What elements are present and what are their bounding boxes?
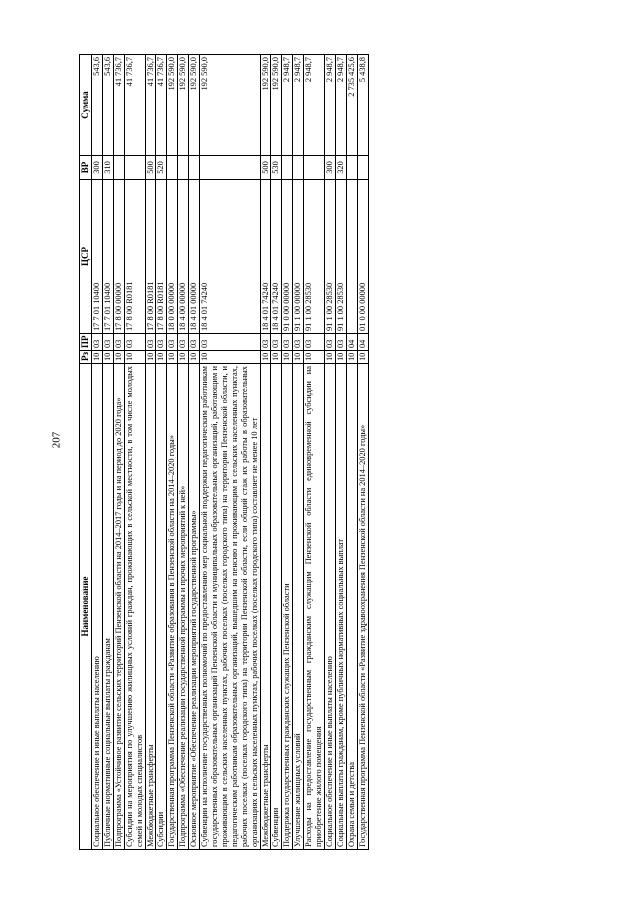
- table-row: [260, 55, 271, 850]
- cell-sum: 2 948,7: [304, 55, 325, 156]
- table-row: [346, 55, 357, 850]
- cell-pr: 04: [357, 334, 368, 351]
- header-sum: Сумма: [80, 55, 92, 156]
- cell-name: Социальное обеспечение и иные выплаты населению: [92, 364, 103, 850]
- cell-vr: 530: [271, 156, 282, 180]
- cell-rz: 10: [357, 351, 368, 364]
- cell-pr: 03: [271, 334, 282, 351]
- header-rz: Рз: [80, 351, 92, 364]
- cell-csr: 18 4 01 00000: [189, 180, 200, 334]
- cell-sum: 5 438,8: [357, 55, 368, 156]
- cell-csr: 91 1 00 00000: [293, 180, 304, 334]
- cell-csr: [346, 180, 357, 334]
- cell-name: Социальное обеспечение и иные выплаты населению: [324, 364, 335, 850]
- table-row: [335, 55, 346, 850]
- cell-csr: 18 0 00 00000: [167, 180, 178, 334]
- cell-pr: 04: [346, 334, 357, 351]
- table-row: [167, 55, 178, 850]
- cell-rz: 10: [335, 351, 346, 364]
- cell-csr: 17 8 00 R0181: [156, 180, 167, 334]
- cell-csr: 17 7 01 10400: [92, 180, 103, 334]
- cell-rz: 10: [178, 351, 189, 364]
- table-row: [357, 55, 368, 850]
- cell-name: Основное мероприятие «Обеспечение реализации мероприятий государственной программы»: [189, 364, 200, 850]
- table-row: [113, 55, 124, 850]
- table-row: [156, 55, 167, 850]
- table-row: [304, 55, 325, 850]
- cell-pr: 03: [335, 334, 346, 351]
- cell-rz: 10: [113, 351, 124, 364]
- cell-vr: [200, 156, 260, 180]
- cell-sum: 2 735 425,6: [346, 55, 357, 156]
- cell-name: Охрана семьи и детства: [346, 364, 357, 850]
- cell-sum: 192 590,0: [178, 55, 189, 156]
- cell-name: Государственная программа Пензенской области «Развитие здравоохранения Пензенской области на 2014–2020 годы»: [357, 364, 368, 850]
- header-csr: ЦСР: [80, 180, 92, 334]
- cell-name: Субвенции на исполнение государственных полномочий по предоставлению мер социальной поддержки педагогическим работникам государственных образовательных организаций Пензенской области и муниципальных образовательных организаций, работающим и проживающим в сельских населенных пунктах, рабочих поселках (поселках городского типа) на территории Пензенской области, и педагогическим работникам образовательных организаций, вышедшим на пенсию и проживающим в сельских населенных пунктах, рабочих поселках (поселках городского типа) на территории Пензенской области, если общий стаж их работы в образовательных организациях в сельских населенных пунктах, рабочих поселках (поселках городского типа) составляет не менее 10 лет: [200, 364, 260, 850]
- cell-vr: [167, 156, 178, 180]
- cell-csr: 91 1 00 28530: [335, 180, 346, 334]
- cell-name: Субсидии на мероприятия по улучшению жилищных условий граждан, проживающих в сельской местности, в том числе молодых семей и молодых специалистов: [124, 364, 145, 850]
- table-row: [282, 55, 293, 850]
- cell-rz: 10: [92, 351, 103, 364]
- cell-vr: 300: [324, 156, 335, 180]
- cell-pr: 03: [92, 334, 103, 351]
- cell-csr: 18 4 01 74240: [260, 180, 271, 334]
- cell-pr: 03: [167, 334, 178, 351]
- cell-pr: 03: [324, 334, 335, 351]
- cell-vr: 300: [92, 156, 103, 180]
- cell-vr: [304, 156, 325, 180]
- cell-rz: 10: [282, 351, 293, 364]
- cell-sum: 192 590,0: [200, 55, 260, 156]
- table-header-row: [80, 55, 92, 850]
- cell-name: Подпрограмма «Обеспечение реализации государственной программы и прочих мероприятий к ней»: [178, 364, 189, 850]
- cell-csr: 91 0 00 00000: [282, 180, 293, 334]
- cell-name: Публичные нормативные социальные выплаты гражданам: [102, 364, 113, 850]
- cell-rz: 10: [189, 351, 200, 364]
- rotated-table-container: [79, 55, 611, 850]
- cell-pr: 03: [293, 334, 304, 351]
- header-vr: ВР: [80, 156, 92, 180]
- header-name: Наименование: [80, 364, 92, 850]
- cell-pr: 03: [189, 334, 200, 351]
- cell-sum: 192 590,0: [271, 55, 282, 156]
- cell-name: Социальные выплаты гражданам, кроме публичных нормативных социальных выплат: [335, 364, 346, 850]
- cell-pr: 03: [124, 334, 145, 351]
- cell-rz: 10: [346, 351, 357, 364]
- cell-name: Межбюджетные трансферты: [145, 364, 156, 850]
- cell-sum: 41 736,7: [156, 55, 167, 156]
- cell-vr: [282, 156, 293, 180]
- cell-vr: [189, 156, 200, 180]
- cell-rz: 10: [102, 351, 113, 364]
- cell-vr: [357, 156, 368, 180]
- table-row: [145, 55, 156, 850]
- cell-name: Субсидии: [156, 364, 167, 850]
- cell-vr: 520: [156, 156, 167, 180]
- cell-vr: [346, 156, 357, 180]
- cell-csr: 91 1 00 28530: [324, 180, 335, 334]
- cell-csr: 18 4 01 74240: [271, 180, 282, 334]
- cell-pr: 03: [260, 334, 271, 351]
- cell-sum: 2 948,7: [324, 55, 335, 156]
- cell-vr: [293, 156, 304, 180]
- cell-sum: 41 736,7: [124, 55, 145, 156]
- table-row: [102, 55, 113, 850]
- cell-csr: 91 1 00 28530: [304, 180, 325, 334]
- table-row: [92, 55, 103, 850]
- cell-sum: 543,6: [92, 55, 103, 156]
- cell-csr: 17 8 00 00000: [113, 180, 124, 334]
- cell-vr: [113, 156, 124, 180]
- budget-table: [79, 54, 369, 850]
- cell-pr: 03: [200, 334, 260, 351]
- table-row: [178, 55, 189, 850]
- cell-sum: 543,6: [102, 55, 113, 156]
- cell-sum: 192 590,0: [260, 55, 271, 156]
- cell-rz: 10: [200, 351, 260, 364]
- cell-name: Поддержка государственных гражданских служащих Пензенской области: [282, 364, 293, 850]
- cell-pr: 03: [304, 334, 325, 351]
- cell-sum: 2 948,7: [335, 55, 346, 156]
- cell-sum: 192 590,0: [167, 55, 178, 156]
- cell-rz: 10: [293, 351, 304, 364]
- cell-csr: 18 4 01 74240: [200, 180, 260, 334]
- cell-name: Расходы на предоставление государственным гражданским служащим Пензенской области единовременной субсидии на приобретение жилого помещения: [304, 364, 325, 850]
- cell-vr: [124, 156, 145, 180]
- cell-pr: 03: [145, 334, 156, 351]
- cell-rz: 10: [167, 351, 178, 364]
- cell-csr: 18 4 00 00000: [178, 180, 189, 334]
- cell-name: Субвенции: [271, 364, 282, 850]
- cell-vr: 500: [260, 156, 271, 180]
- cell-pr: 03: [156, 334, 167, 351]
- cell-vr: 500: [145, 156, 156, 180]
- cell-sum: 2 948,7: [282, 55, 293, 156]
- cell-sum: 41 736,7: [113, 55, 124, 156]
- cell-rz: 10: [260, 351, 271, 364]
- table-row: [200, 55, 260, 850]
- cell-name: Межбюджетные трансферты: [260, 364, 271, 850]
- cell-vr: 320: [335, 156, 346, 180]
- table-row: [271, 55, 282, 850]
- table-row: [293, 55, 304, 850]
- cell-sum: 2 948,7: [293, 55, 304, 156]
- table-row: [124, 55, 145, 850]
- cell-csr: 01 0 00 00000: [357, 180, 368, 334]
- cell-rz: 10: [324, 351, 335, 364]
- cell-sum: 192 590,0: [189, 55, 200, 156]
- table-row: [324, 55, 335, 850]
- cell-rz: 10: [304, 351, 325, 364]
- cell-name: Государственная программа Пензенской области «Развитие образования в Пензенской области на 2014–2020 годы»: [167, 364, 178, 850]
- cell-pr: 03: [282, 334, 293, 351]
- cell-name: Улучшение жилищных условий: [293, 364, 304, 850]
- cell-rz: 10: [145, 351, 156, 364]
- cell-name: Подпрограмма «Устойчивое развитие сельских территорий Пензенской области на 2014–2017 годы и на период до 2020 года»: [113, 364, 124, 850]
- cell-csr: 17 7 01 10400: [102, 180, 113, 334]
- cell-vr: [178, 156, 189, 180]
- cell-vr: 310: [102, 156, 113, 180]
- cell-sum: 41 736,7: [145, 55, 156, 156]
- cell-pr: 03: [113, 334, 124, 351]
- cell-rz: 10: [156, 351, 167, 364]
- header-pr: ПР: [80, 334, 92, 351]
- cell-csr: 17 8 00 R0181: [145, 180, 156, 334]
- cell-csr: 17 8 00 R0181: [124, 180, 145, 334]
- cell-pr: 03: [102, 334, 113, 351]
- table-row: [189, 55, 200, 850]
- cell-rz: 10: [271, 351, 282, 364]
- cell-pr: 03: [178, 334, 189, 351]
- page-number: 207: [50, 431, 63, 449]
- cell-rz: 10: [124, 351, 145, 364]
